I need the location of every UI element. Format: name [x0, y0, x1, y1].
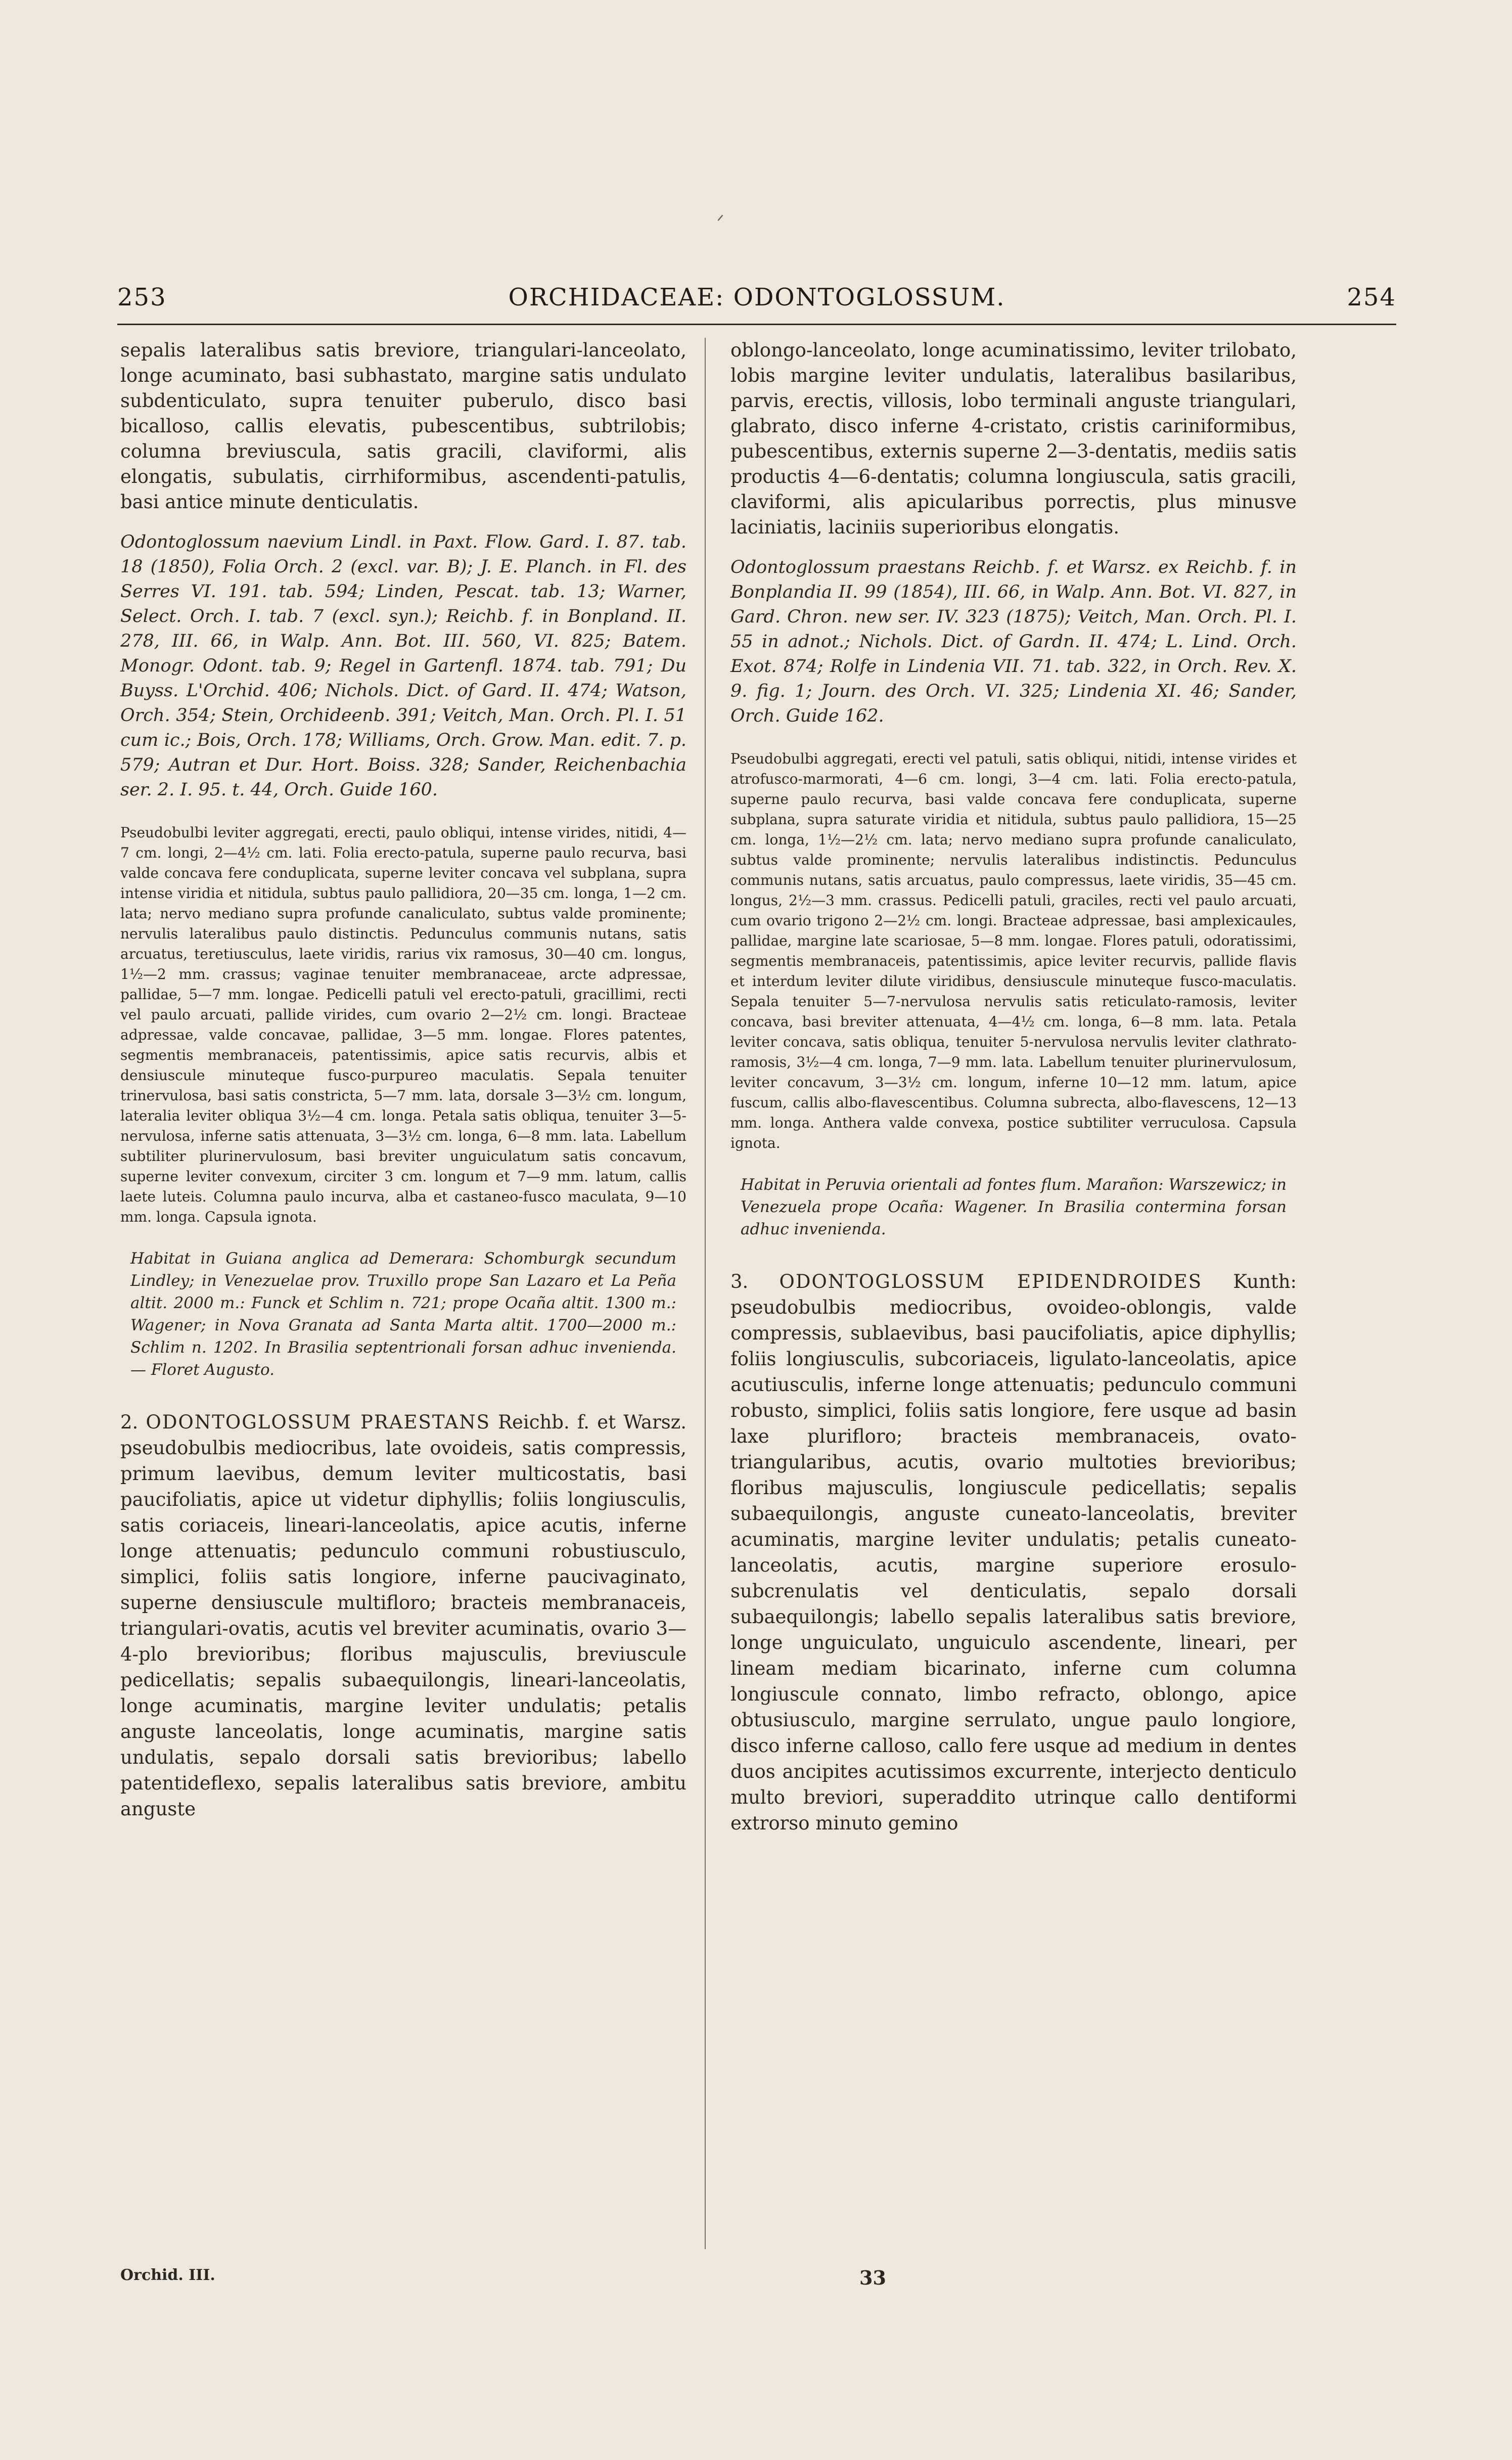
species-2-entry [120, 1409, 686, 1822]
page-number-left: 253 [117, 283, 167, 311]
species-3-entry [730, 1269, 1297, 1836]
page-number-right: 254 [1347, 283, 1396, 311]
species-2-title: ODONTOGLOSSUM PRAESTANS [146, 1411, 490, 1433]
species-2-number: 2. [120, 1411, 139, 1433]
sheet-number: 33 [859, 2266, 886, 2289]
right-citation: Odontoglossum praestans Reichb. f. et Warsz. ex Reichb. f. in Bonplandia II. 99 (1854), III. 66, in Walp. Ann. Bot. VI. 827, in Gard. Chron. new ser. IV. 323 (1875); Veitch, Man. Orch. Pl. I. 55 in adnot.; Nichols. Dict. of Gardn. II. 474; L. Lind. Orch. Exot. 874; Rolfe in Lindenia VII. 71. tab. 322, in Orch. Rev. X. 9. fig. 1; Journ. des Orch. VI. 325; Lindenia XI. 46; Sander, Orch. Guide 162. [730, 557, 1297, 726]
column-divider [705, 338, 706, 2249]
left-column [120, 338, 686, 1822]
species-3-author: Kunth: [1233, 1271, 1297, 1292]
running-header [117, 283, 1396, 319]
left-description: Pseudobulbi leviter aggregati, erecti, paulo obliqui, intense virides, nitidi, 4—7 cm. longi, 2—4½ cm. lati. Folia erecto-patula, superne paulo recurva, basi valde concava fere conduplicata, superne leviter concava vel subplana, supra intense viridia et nitidula, subtus paulo pallidiora, 20—35 cm. longa, 1—2 cm. lata; nervo mediano supra profunde canaliculato, subtus valde prominente; nervulis lateralibus paulo distinctis. Pedunculus communis nutans, satis arcuatus, teretiusculus, laete viridis, rarius vix ramosus, 30—40 cm. longus, 1½—2 mm. crassus; vaginae tenuiter membranaceae, arcte adpressae, pallidae, 5—7 mm. longae. Pedicelli patuli vel erecto-patuli, gracillimi, recti vel paulo arcuati, pallide virides, cum ovario 2—2½ cm. longi. Bracteae adpressae, valde concavae, pallidae, 3—5 mm. longae. Flores patentes, segmentis membranaceis, patentissimis, apice satis recurvis, albis et densiuscule minuteque fusco-purpureo maculatis. Sepala tenuiter trinervulosa, basi satis constricta, 5—7 mm. lata, dorsale 3—3½ cm. longum, lateralia leviter obliqua 3½—4 cm. longa. Petala satis obliqua, tenuiter 3—5-nervulosa, inferne satis attenuata, 3—3½ cm. longa, 6—8 mm. lata. Labellum subtiliter plurinervulosum, basi breviter unguiculatum satis concavum, superne leviter convexum, circiter 3 cm. longum et 7—9 mm. latum, callis laete luteis. Columna paulo incurva, alba et castaneo-fusco maculata, 9—10 mm. longa. Capsula ignota. [120, 824, 686, 1225]
species-3-title: ODONTOGLOSSUM EPIDENDROIDES [779, 1271, 1203, 1292]
running-title: ORCHIDACEAE: ODONTOGLOSSUM. [508, 283, 1005, 311]
species-3-number: 3. [730, 1271, 749, 1292]
right-paragraph-1: oblongo-lanceolato, longe acuminatissimo, leviter trilobato, lobis margine leviter undulatis, lateralibus basilaribus, parvis, erectis, villosis, lobo terminali anguste triangulari, glabrato, disco inferne 4-cristato, cristis cariniformibus, pubescentibus, externis superne 2—3-dentatis, mediis satis productis 4—6-dentatis; columna longiuscula, satis gracili, claviformi, alis apicularibus porrectis, plus minusve laciniatis, laciniis superioribus elongatis. [730, 339, 1297, 538]
right-habitat: Habitat in Peruvia orientali ad fontes flum. Marañon: Warszewicz; in Venezuela prope Ocaña: Wagener. In Brasilia contermina forsan adhuc invenienda. [741, 1176, 1287, 1238]
top-mark: ᐟ [717, 211, 724, 232]
species-2-text: pseudobulbis mediocribus, late ovoideis, satis compressis, primum laevibus, demum leviter multicostatis, basi paucifoliatis, apice ut videtur diphyllis; foliis longiusculis, satis coriaceis, lineari-lanceolatis, apice acutis, inferne longe attenuatis; pedunculo communi robustiusculo, simplici, foliis satis longiore, inferne paucivaginato, superne densiuscule multifloro; bracteis membranaceis, triangulari-ovatis, acutis vel breviter acuminatis, ovario 3—4-plo brevioribus; floribus majusculis, breviuscule pedicellatis; sepalis subaequilongis, lineari-lanceolatis, longe acuminatis, margine leviter undulatis; petalis anguste lanceolatis, longe acuminatis, margine satis undulatis, sepalo dorsali satis brevioribus; labello patentideflexo, sepalis lateralibus satis breviore, ambitu anguste [120, 1437, 686, 1820]
right-column [730, 338, 1297, 1836]
species-3-text: pseudobulbis mediocribus, ovoideo-oblongis, valde compressis, sublaevibus, basi paucifoliatis, apice diphyllis; foliis longiusculis, subcoriaceis, ligulato-lanceolatis, apice acutiusculis, inferne longe attenuatis; pedunculo communi robusto, simplici, foliis satis longiore, fere usque ad basin laxe plurifloro; bracteis membranaceis, ovato-triangularibus, acutis, ovario multoties brevioribus; floribus majusculis, longiuscule pedicellatis; sepalis subaequilongis, anguste cuneato-lanceolatis, breviter acuminatis, margine leviter undulatis; petalis cuneato-lanceolatis, acutis, margine superiore erosulo-subcrenulatis vel denticulatis, sepalo dorsali subaequilongis; labello sepalis lateralibus satis breviore, longe unguiculato, unguiculo ascendente, lineari, per lineam mediam bicarinato, inferne cum columna longiuscule connato, limbo refracto, oblongo, apice obtusiusculo, margine serrulato, ungue paulo longiore, disco inferne calloso, callo fere usque ad medium in dentes duos ancipites acutissimos excurrente, interjecto denticulo multo breviori, superaddito utrinque callo dentiformi extrorso minuto gemino [730, 1296, 1297, 1834]
header-rule [117, 324, 1396, 325]
left-paragraph-1: sepalis lateralibus satis breviore, triangulari-lanceolato, longe acuminato, basi subhastato, margine satis undulato subdenticulato, supra tenuiter puberulo, disco basi bicalloso, callis elevatis, pubescentibus, subtrilobis; columna breviuscula, satis gracili, claviformi, alis elongatis, subulatis, cirrhiformibus, ascendenti-patulis, basi antice minute denticulatis. [120, 339, 686, 513]
species-2-author: Reichb. f. et Warsz. [498, 1411, 687, 1433]
left-citation: Odontoglossum naevium Lindl. in Paxt. Flow. Gard. I. 87. tab. 18 (1850), Folia Orch. 2 (excl. var. B); J. E. Planch. in Fl. des Serres VI. 191. tab. 594; Linden, Pescat. tab. 13; Warner, Select. Orch. I. tab. 7 (excl. syn.); Reichb. f. in Bonpland. II. 278, III. 66, in Walp. Ann. Bot. III. 560, VI. 825; Batem. Monogr. Odont. tab. 9; Regel in Gartenfl. 1874. tab. 791; Du Buyss. L'Orchid. 406; Nichols. Dict. of Gard. II. 474; Watson, Orch. 354; Stein, Orchideenb. 391; Veitch, Man. Orch. Pl. I. 51 cum ic.; Bois, Orch. 178; Williams, Orch. Grow. Man. edit. 7. p. 579; Autran et Dur. Hort. Boiss. 328; Sander, Reichenbachia ser. 2. I. 95. t. 44, Orch. Guide 160. [120, 532, 686, 800]
right-description: Pseudobulbi aggregati, erecti vel patuli, satis obliqui, nitidi, intense virides et atrofusco-marmorati, 4—6 cm. longi, 3—4 cm. lati. Folia erecto-patula, superne paulo recurva, basi valde concava fere conduplicata, superne subplana, supra saturate viridia et nitidula, subtus paulo pallidiora, 15—25 cm. longa, 1½—2½ cm. lata; nervo mediano supra profunde canaliculato, subtus valde prominente; nervulis lateralibus indistinctis. Pedunculus communis nutans, satis arcuatus, paulo compressus, laete viridis, 35—45 cm. longus, 2½—3 mm. crassus. Pedicelli patuli, graciles, recti vel paulo arcuati, cum ovario trigono 2—2½ cm. longi. Bracteae adpressae, basi amplexicaules, pallidae, margine late scariosae, 5—8 mm. longae. Flores patuli, odoratissimi, segmentis membranaceis, patentissimis, apice leviter recurvis, pallide flavis et interdum leviter dilute viridibus, densiuscule minuteque fusco-maculatis. Sepala tenuiter 5—7-nervulosa nervulis satis reticulato-ramosis, leviter concava, basi breviter attenuata, 4—4½ cm. longa, 6—8 mm. lata. Petala leviter concava, satis obliqua, tenuiter 5-nervulosa nervulis leviter clathrato-ramosis, 3½—4 cm. longa, 7—9 mm. lata. Labellum tenuiter plurinervulosum, leviter concavum, 3—3½ cm. longum, inferne 10—12 mm. latum, apice fuscum, callis albo-flavescentibus. Columna subrecta, albo-flavescens, 12—13 mm. longa. Anthera valde convexa, postice subtiliter verruculosa. Capsula ignota. [730, 750, 1297, 1151]
left-habitat: Habitat in Guiana anglica ad Demerara: Schomburgk secundum Lindley; in Venezuelae prov. Truxillo prope San Lazaro et La Peña altit. 2000 m.: Funck et Schlim n. 721; prope Ocaña altit. 1300 m.: Wagener; in Nova Granata ad Santa Marta altit. 1700—2000 m.: Schlim n. 1202. In Brasilia septentrionali forsan adhuc invenienda. — Floret Augusto. [130, 1249, 676, 1379]
signature-mark: Orchid. III. [120, 2266, 215, 2284]
